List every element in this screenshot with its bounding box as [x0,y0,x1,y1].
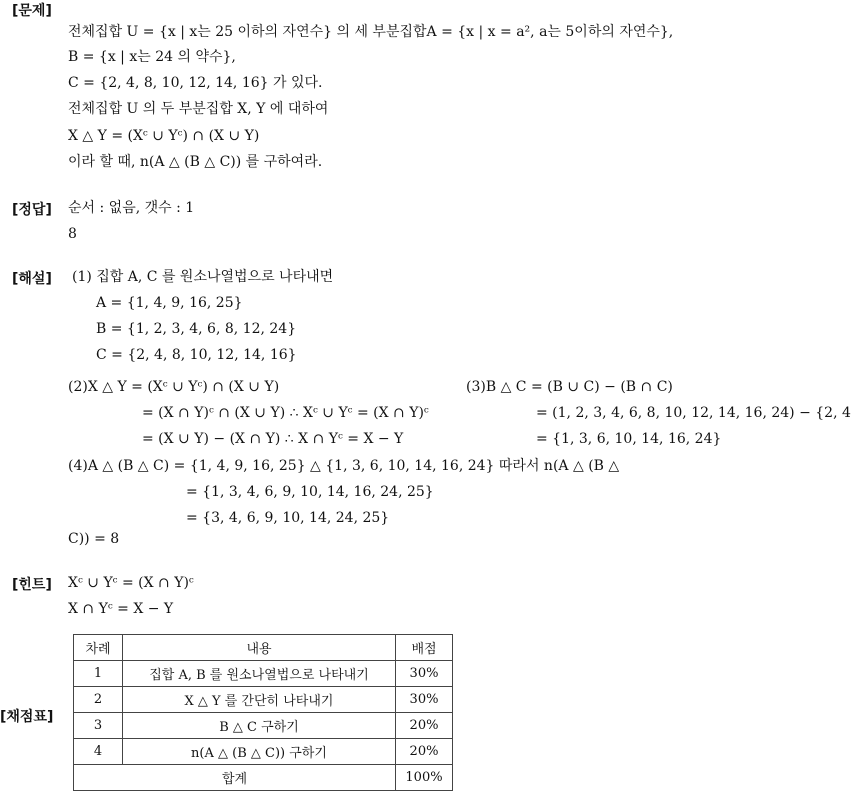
rubric-content-cell: n(A △ (B △ C)) 구하기 [123,739,396,765]
rubric-header-cell: 차례 [74,635,123,661]
solution-part1-line: A = {1, 4, 9, 16, 25} [96,295,243,311]
rubric-total-label: 합계 [74,765,396,791]
solution-part1-heading: (1) 집합 A, C 를 원소나열법으로 나타내면 [72,269,334,285]
solution-part4-line: (4)A △ (B △ C) = {1, 4, 9, 16, 25} △ {1, 3, 6, 10, 14, 16, 24} 따라서 n(A △ (B △ [68,458,620,474]
rubric-header-cell: 내용 [123,635,396,661]
rubric-score-cell: 20% [396,739,453,765]
solution-label: [해설] [12,271,52,287]
problem-line: C = {2, 4, 8, 10, 12, 14, 16} 가 있다. [68,75,323,91]
answer-label: [정답] [12,202,52,218]
solution-part2-line: (2)X △ Y = (Xᶜ ∪ Yᶜ) ∩ (X ∪ Y) [68,379,280,395]
problem-line: B = {x | x는 24 의 약수}, [68,49,236,65]
hint-line: Xᶜ ∪ Yᶜ = (X ∩ Y)ᶜ [68,575,194,591]
rubric-score-cell: 30% [396,661,453,687]
problem-line: 이라 할 때, n(A △ (B △ C)) 를 구하여라. [68,154,323,170]
rubric-score-cell: 30% [396,687,453,713]
solution-part1-line: B = {1, 2, 3, 4, 6, 8, 12, 24} [96,321,297,337]
rubric-content-cell: X △ Y 를 간단히 나타내기 [123,687,396,713]
solution-part4-line: = {3, 4, 6, 9, 10, 14, 24, 25} [186,510,390,526]
problem-label: [문제] [12,3,52,19]
problem-line: X △ Y = (Xᶜ ∪ Yᶜ) ∩ (X ∪ Y) [68,128,260,144]
table-row [74,661,453,687]
table-row [74,713,453,739]
solution-part2-line: = (X ∪ Y) − (X ∩ Y) ∴ X ∩ Yᶜ = X − Y [142,431,404,447]
solution-part3-line: = {1, 3, 6, 10, 14, 16, 24} [536,431,722,447]
solution-part1-line: C = {2, 4, 8, 10, 12, 14, 16} [96,347,297,363]
solution-part4-line: C)) = 8 [68,531,120,547]
rubric-content-cell: 집합 A, B 를 원소나열법으로 나타내기 [123,661,396,687]
rubric-order-cell: 1 [74,661,123,687]
rubric-total-value: 100% [396,765,453,791]
table-row [74,739,453,765]
rubric-header-cell: 배점 [396,635,453,661]
rubric-table [73,634,453,791]
rubric-total-row [74,765,453,791]
rubric-order-cell: 4 [74,739,123,765]
problem-line: 전체집합 U = {x | x는 25 이하의 자연수} 의 세 부분집합A = {x | x = a², a는 5이하의 자연수}, [68,24,674,40]
solution-part3-line: = (1, 2, 3, 4, 6, 8, 10, 12, 14, 16, 24) − {2, 4 [536,405,851,421]
answer-meta: 순서 : 없음, 갯수 : 1 [68,200,195,216]
problem-line: 전체집합 U 의 두 부분집합 X, Y 에 대하여 [68,101,329,117]
rubric-header-row [74,635,453,661]
table-row [74,687,453,713]
answer-value: 8 [68,226,77,242]
solution-part4-line: = {1, 3, 4, 6, 9, 10, 14, 16, 24, 25} [186,484,434,500]
rubric-content-cell: B △ C 구하기 [123,713,396,739]
solution-part2-line: = (X ∩ Y)ᶜ ∩ (X ∪ Y) ∴ Xᶜ ∪ Yᶜ = (X ∩ Y)ᶜ [142,405,429,421]
hint-line: X ∩ Yᶜ = X − Y [68,601,174,617]
rubric-score-cell: 20% [396,713,453,739]
rubric-order-cell: 3 [74,713,123,739]
hint-label: [힌트] [12,577,52,593]
rubric-label: [채점표] [0,709,54,725]
solution-part3-line: (3)B △ C = (B ∪ C) − (B ∩ C) [466,379,673,395]
rubric-order-cell: 2 [74,687,123,713]
